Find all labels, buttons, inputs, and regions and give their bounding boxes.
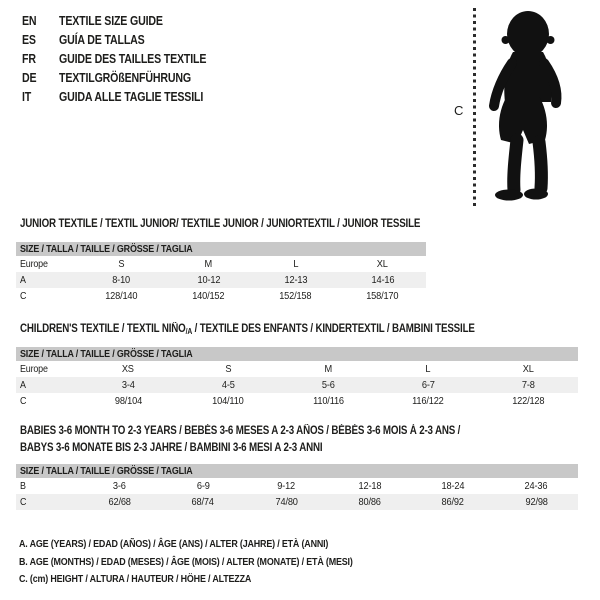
column-header: S (118, 258, 125, 270)
column-header: L (425, 363, 431, 375)
table-cell: 110/116 (312, 395, 344, 407)
lang-title: GUÍA DE TALLAS (59, 32, 145, 47)
table-cell: 14-16 (371, 274, 394, 286)
column-header: M (324, 363, 332, 375)
children-row-age (16, 377, 578, 393)
table-cell: 86/92 (441, 496, 465, 508)
baby-silhouette-icon (479, 8, 575, 206)
title-text: / TEXTILE DES ENFANTS / KINDERTEXTIL / BAMBINI TESSILE (192, 323, 475, 335)
table-cell: 62/68 (108, 496, 131, 508)
table-cell: 92/98 (525, 496, 548, 508)
row-label: A (20, 379, 26, 391)
children-section-title (20, 321, 555, 340)
table-cell: 98/104 (114, 395, 142, 407)
children-header-row (16, 361, 578, 377)
lang-row-de (22, 68, 232, 87)
table-cell: 6-7 (421, 379, 435, 391)
lang-title: TEXTILE SIZE GUIDE (59, 13, 163, 28)
babies-size-table (16, 464, 578, 510)
column-header-region: Europe (20, 258, 48, 270)
title-text: CHILDREN'S TEXTILE / TEXTIL NIÑO (20, 323, 186, 335)
table-cell: 12-18 (358, 480, 382, 492)
junior-header-row (16, 256, 426, 272)
height-reference-dotted-line (473, 8, 476, 207)
table-cell: 158/170 (366, 290, 399, 302)
title-subscript: /A (185, 327, 193, 336)
row-label: C (20, 290, 27, 302)
table-cell: 80/86 (358, 496, 381, 508)
lang-row-en (22, 11, 232, 30)
table-cell: 116/122 (412, 395, 444, 407)
lang-row-es (22, 30, 232, 49)
footnote-c: C. (cm) HEIGHT / ALTURA / HAUTEUR / HÖHE / ALTEZZA (19, 573, 252, 585)
lang-title: TEXTILGRÖßENFÜHRUNG (59, 70, 191, 85)
lang-title: GUIDA ALLE TAGLIE TESSILI (59, 89, 204, 104)
junior-row-age (16, 272, 426, 288)
table-cell: 10-12 (197, 274, 220, 286)
babies-section-title (20, 423, 538, 457)
footnote-b: B. AGE (MONTHS) / EDAD (MESES) / ÂGE (MOIS) / ALTER (MONATE) / ETÀ (MESI) (19, 555, 353, 568)
table-cell: 18-24 (441, 480, 465, 492)
table-cell: 24-36 (524, 480, 548, 492)
column-header-region: Europe (20, 363, 48, 375)
title-line: BABIES 3-6 MONTH TO 2-3 YEARS / BEBÉS 3-6 MESES A 2-3 AÑOS / BÉBÉS 3-6 MOIS À 2-3 ANS / (20, 425, 461, 437)
lang-row-it (22, 87, 232, 106)
language-title-list (22, 11, 232, 106)
footnote-a: A. AGE (YEARS) / EDAD (AÑOS) / ÂGE (ANS) / ALTER (JAHRE) / ETÀ (ANNI) (19, 538, 329, 550)
lang-row-fr (22, 49, 232, 68)
table-cell: 9-12 (277, 480, 296, 492)
size-header-bar (16, 242, 426, 256)
children-row-height (16, 393, 578, 409)
junior-size-table (16, 242, 426, 304)
table-cell: 7-8 (521, 379, 535, 391)
table-cell: 128/140 (105, 290, 138, 302)
size-header-text: SIZE / TALLA / TAILLE / GRÖSSE / TAGLIA (20, 465, 193, 477)
babies-row-height (16, 494, 578, 510)
table-cell: 152/158 (279, 290, 312, 302)
table-cell: 74/80 (275, 496, 298, 508)
lang-code: EN (22, 13, 37, 28)
column-header: XL (522, 363, 534, 375)
column-header: XS (122, 363, 134, 375)
lang-code: IT (22, 89, 32, 104)
junior-section-title: JUNIOR TEXTILE / TEXTIL JUNIOR/ TEXTILE JUNIOR / JUNIORTEXTIL / JUNIOR TESSILE (20, 218, 421, 230)
lang-code: FR (22, 51, 36, 66)
size-header-text: SIZE / TALLA / TAILLE / GRÖSSE / TAGLIA (20, 243, 193, 255)
row-label: C (20, 395, 27, 407)
height-measure-label: C (454, 103, 464, 118)
footnote-legend (19, 536, 412, 589)
table-cell: 140/152 (192, 290, 225, 302)
column-header: S (225, 363, 231, 375)
size-header-text: SIZE / TALLA / TAILLE / GRÖSSE / TAGLIA (20, 348, 193, 360)
lang-title: GUIDE DES TAILLES TEXTILE (59, 51, 207, 66)
size-header-bar (16, 347, 578, 361)
row-label: C (20, 496, 27, 508)
babies-row-months (16, 478, 578, 494)
column-header: M (204, 258, 213, 270)
children-size-table (16, 347, 578, 409)
lang-code: ES (22, 32, 36, 47)
table-cell: 4-5 (221, 379, 235, 391)
title-line: BABYS 3-6 MONATE BIS 2-3 JAHRE / BAMBINI 3-6 MESI A 2-3 ANNI (20, 442, 323, 454)
table-cell: 5-6 (321, 379, 335, 391)
table-cell: 3-6 (113, 480, 127, 492)
table-cell: 6-9 (196, 480, 210, 492)
row-label: A (20, 274, 26, 286)
table-cell: 3-4 (121, 379, 135, 391)
table-cell: 12-13 (284, 274, 307, 286)
table-cell: 122/128 (511, 395, 545, 407)
lang-code: DE (22, 70, 37, 85)
table-cell: 68/74 (191, 496, 215, 508)
junior-row-height (16, 288, 426, 304)
column-header: L (293, 258, 298, 270)
row-label: B (20, 480, 26, 492)
size-header-bar (16, 464, 578, 478)
table-cell: 104/110 (212, 395, 244, 407)
column-header: XL (377, 258, 388, 270)
table-cell: 8-10 (112, 274, 131, 286)
